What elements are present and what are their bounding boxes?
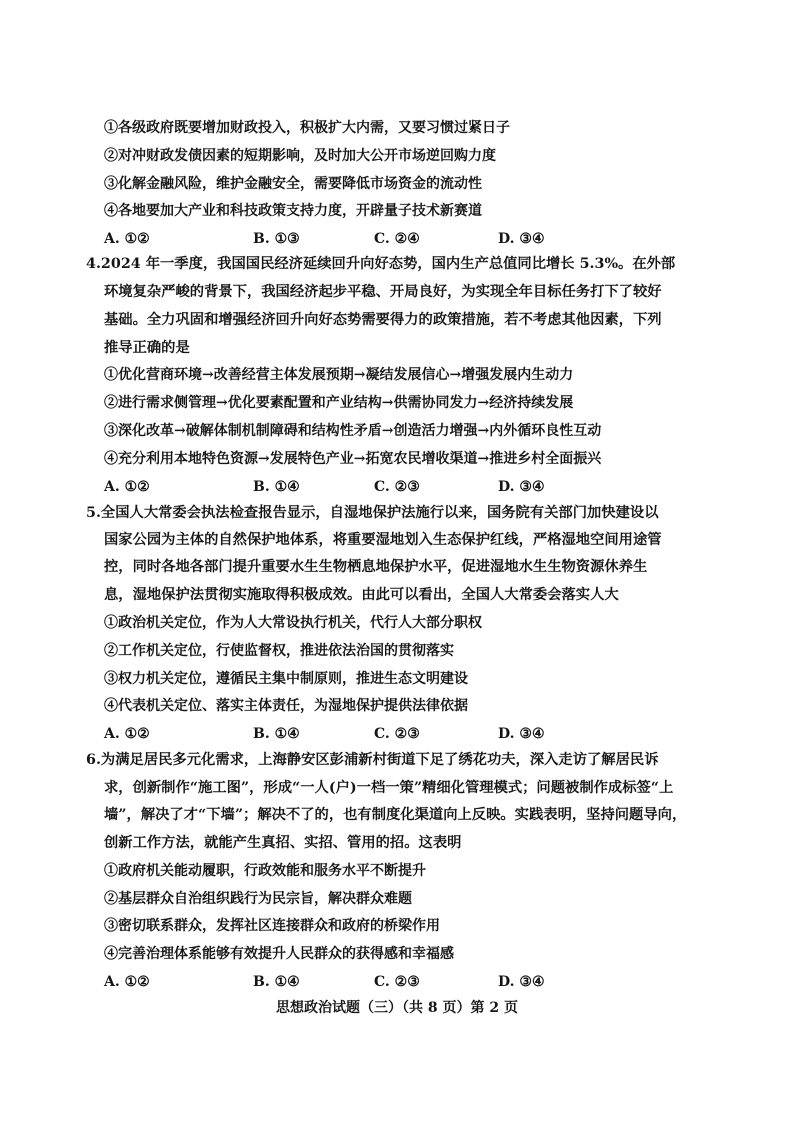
q4-stem-line-4: 推导正确的是 [104, 340, 190, 356]
q6-item-4: ④完善治理体系能够有效提升人民群众的获得感和幸福感 [104, 946, 454, 962]
q3-item-1: ①各级政府既要增加财政投入，积极扩大内需，又要习惯过紧日子 [104, 120, 510, 136]
q5-item-4: ④代表机关定位、落实主体责任，为湿地保护提供法律依据 [104, 698, 468, 714]
q6-option-b: B. ①④ [253, 974, 300, 990]
q4-option-a: A. ①② [104, 479, 150, 495]
q6-stem-line-4: 创新工作方法，就能产生真招、实招、管用的招。这表明 [104, 835, 462, 851]
q5-stem-line-2: 国家公园为主体的自然保护地体系，将重要湿地划入生态保护红线，严格湿地空间用途管 [104, 532, 662, 548]
q4-option-c: C. ②③ [374, 479, 420, 495]
q5-stem-line-1: 5.全国人大常委会执法检查报告显示，自湿地保护法施行以来，国务院有关部门加快建设以 [86, 505, 659, 521]
q6-item-3: ③密切联系群众，发挥社区连接群众和政府的桥梁作用 [104, 918, 440, 934]
q3-option-c: C. ②④ [374, 231, 420, 247]
q5-option-d: D. ③④ [498, 726, 545, 742]
q6-stem-line-3: 墙”，解决了才“下墙”；解决不了的，也有制度化渠道向上反映。实践表明，坚持问题导向， [104, 807, 687, 823]
q5-option-a: A. ①② [104, 726, 150, 742]
q5-option-c: C. ②③ [374, 726, 420, 742]
q4-stem-line-2: 环境复杂严峻的背景下，我国经济起步平稳、开局良好，为实现全年目标任务打下了较好 [104, 284, 662, 300]
q3-option-b: B. ①③ [253, 231, 300, 247]
page-footer: 思想政治试题（三）（共 8 页）第 2 页 [276, 1000, 518, 1016]
q6-item-1: ①政府机关能动履职，行政效能和服务水平不断提升 [104, 863, 426, 879]
q3-item-4: ④各地要加大产业和科技政策支持力度，开辟量子技术新赛道 [104, 203, 482, 219]
q6-stem-line-1: 6.为满足居民多元化需求，上海静安区彭浦新村街道下足了绣花功夫，深入走访了解居民诉 [86, 752, 659, 768]
q6-option-a: A. ①② [104, 974, 150, 990]
q4-option-b: B. ①④ [253, 479, 300, 495]
q5-item-3: ③权力机关定位，遵循民主集中制原则，推进生态文明建设 [104, 671, 468, 687]
q5-item-2: ②工作机关定位，行使监督权，推进依法治国的贯彻落实 [104, 643, 454, 659]
q5-stem-line-4: 息，湿地保护法贯彻实施取得积极成效。由此可以看出，全国人大常委会落实人大 [104, 587, 619, 603]
q4-stem-line-1: 4.2024 年一季度，我国国民经济延续回升向好态势，国内生产总值同比增长 5.3%。在外部 [86, 256, 676, 272]
q6-option-c: C. ②③ [374, 974, 420, 990]
q5-options [104, 725, 604, 743]
q3-option-d: D. ③④ [498, 231, 545, 247]
q4-stem-line-3: 基础。全力巩固和增强经济回升向好态势需要得力的政策措施，若不考虑其他因素，下列 [104, 312, 662, 328]
q4-item-2: ②进行需求侧管理→优化要素配置和产业结构→供需协同发力→经济持续发展 [104, 395, 574, 411]
q6-item-2: ②基层群众自治组织践行为民宗旨，解决群众难题 [104, 891, 412, 907]
q6-options [104, 973, 604, 991]
q5-item-1: ①政治机关定位，作为人大常设执行机关，代行人大部分职权 [104, 615, 482, 631]
q3-option-a: A. ①② [104, 231, 150, 247]
q4-item-4: ④充分利用本地特色资源→发展特色产业→拓宽农民增收渠道→推进乡村全面振兴 [104, 451, 602, 467]
q3-item-2: ②对冲财政发债因素的短期影响，及时加大公开市场逆回购力度 [104, 148, 496, 164]
q3-options [104, 230, 604, 248]
q6-option-d: D. ③④ [498, 974, 545, 990]
q5-stem-line-3: 控，同时各地各部门提升重要水生生物栖息地保护水平，促进湿地水生生物资源休养生 [104, 559, 648, 575]
q3-item-3: ③化解金融风险，维护金融安全，需要降低市场资金的流动性 [104, 176, 482, 192]
q4-option-d: D. ③④ [498, 479, 545, 495]
q4-item-3: ③深化改革→破解体制机制障碍和结构性矛盾→创造活力增强→内外循环良性互动 [104, 423, 602, 439]
q4-item-1: ①优化营商环境→改善经营主体发展预期→凝结发展信心→增强发展内生动力 [104, 367, 574, 383]
q4-options [104, 478, 604, 496]
q6-stem-line-2: 求，创新制作“施工图”，形成“一人(户)一档一策”精细化管理模式；问题被制作成标签“上 [104, 780, 674, 796]
q5-option-b: B. ①④ [253, 726, 300, 742]
